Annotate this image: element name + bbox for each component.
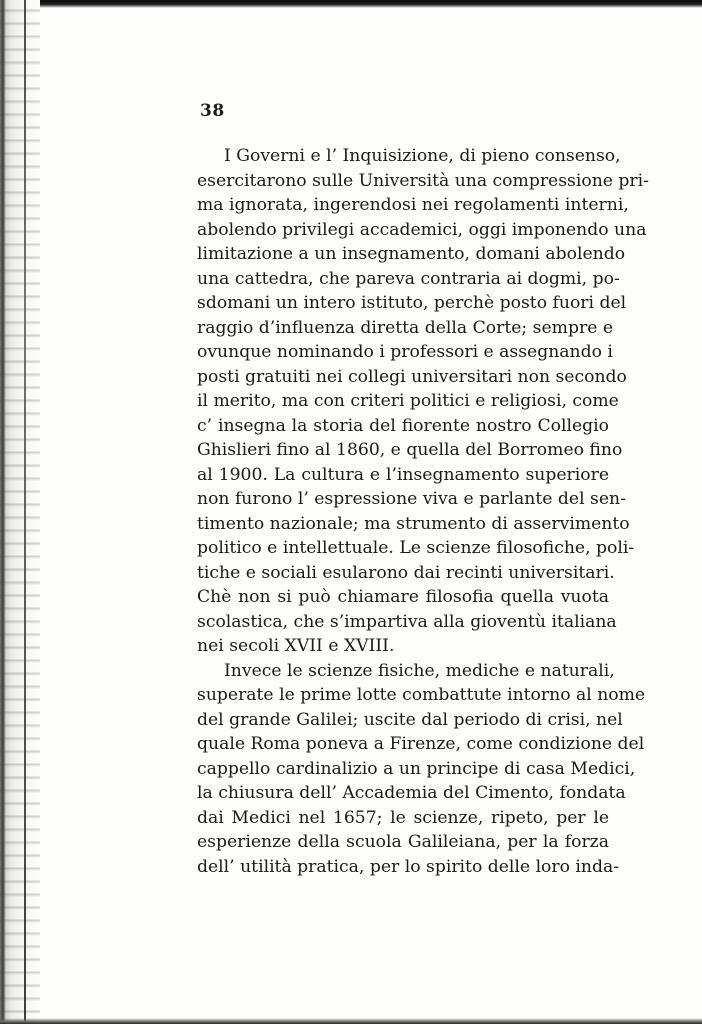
page-bottom-edge <box>0 1018 702 1024</box>
text-line: cappello cardinalizio a un principe di casa Medici, <box>197 758 636 779</box>
text-line: non furono l’ espressione viva e parlante del sen- <box>197 489 626 509</box>
paragraph <box>197 144 649 659</box>
text-line: ovunque nominando i professori e assegnando i <box>197 342 613 362</box>
page-number: 38 <box>200 101 225 121</box>
text-line: Chè non si può chiamare filosofia quella vuota <box>197 587 609 607</box>
body-text <box>197 144 649 879</box>
text-line: c’ insegna la storia del fiorente nostro Collegio <box>197 415 609 436</box>
text-line: al 1900. La cultura e l’insegnamento superiore <box>197 464 609 485</box>
text-line: I Governi e l’ Inquisizione, di pieno consenso, <box>224 146 621 166</box>
text-line: abolendo privilegi accademici, oggi imponendo una <box>197 219 647 240</box>
text-line: Ghislieri fino al 1860, e quella del Borromeo fino <box>197 440 623 460</box>
text-line: tiche e sociali esularono dai recinti universitari. <box>197 562 615 583</box>
text-line: politico e intellettuale. Le scienze filosofiche, poli- <box>197 538 635 558</box>
text-line: la chiusura dell’ Accademia del Cimento, fondata <box>197 783 626 803</box>
paragraph <box>197 659 646 880</box>
text-line: limitazione a un insegnamento, domani abolendo <box>197 244 626 264</box>
text-line: del grande Galilei; uscite dal periodo di crisi, nel <box>197 709 623 730</box>
book-binding <box>0 0 40 1024</box>
binding-shadow-line <box>24 0 26 1024</box>
text-line: raggio d’influenza diretta della Corte; sempre e <box>197 317 613 338</box>
text-line: il merito, ma con criteri politici e religiosi, come <box>197 391 619 411</box>
text-line: timento nazionale; ma strumento di asservimento <box>197 513 630 534</box>
text-line: Invece le scienze fisiche, mediche e naturali, <box>224 660 615 681</box>
text-line: esperienze della scuola Galileiana, per la forza <box>197 832 609 852</box>
text-line: posti gratuiti nei collegi universitari non secondo <box>197 366 627 387</box>
text-line: dell’ utilità pratica, per lo spirito delle loro inda- <box>197 856 620 877</box>
text-line: esercitarono sulle Università una compressione pri- <box>197 170 649 191</box>
text-line: scolastica, che s’impartiva alla gioventù italiana <box>197 611 617 632</box>
text-line: sdomani un intero istituto, perchè posto fuori del <box>197 293 627 313</box>
text-line: dai Medici nel 1657; le scienze, ripeto, per le <box>197 807 609 828</box>
page-top-edge <box>0 0 702 8</box>
text-line: una cattedra, che pareva contraria ai dogmi, po- <box>197 268 620 289</box>
text-line: nei secoli XVII e XVIII. <box>197 636 395 656</box>
text-line: superate le prime lotte combattute intorno al nome <box>197 685 646 705</box>
text-line: ma ignorata, ingerendosi nei regolamenti interni, <box>197 195 629 215</box>
text-line: quale Roma poneva a Firenze, come condizione del <box>197 734 645 754</box>
